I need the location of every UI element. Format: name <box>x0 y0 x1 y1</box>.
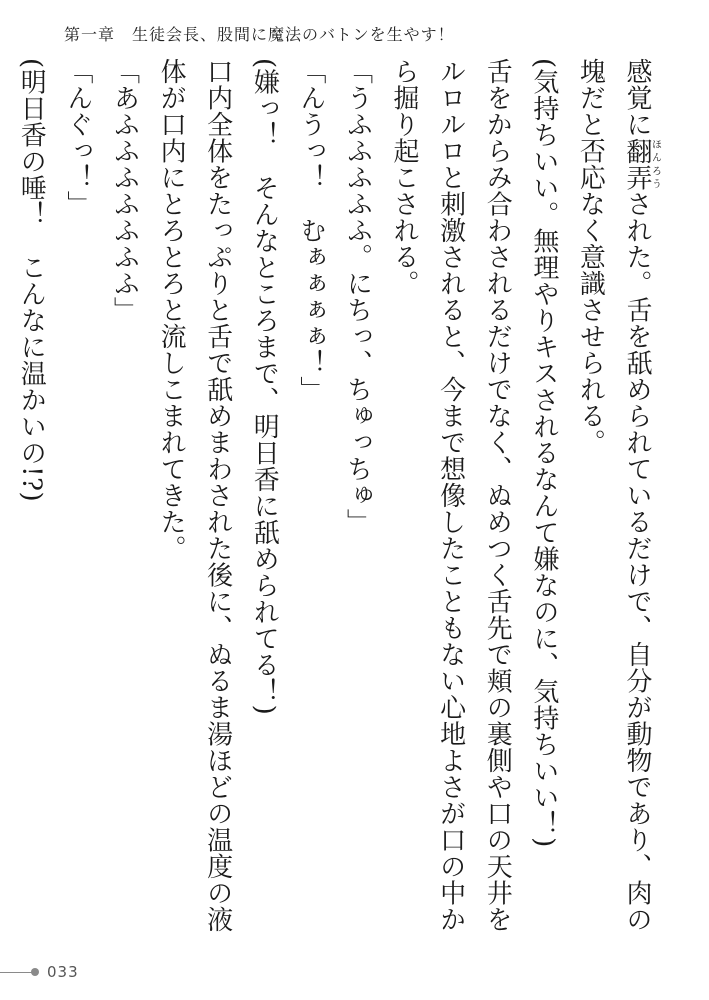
footer-dot-icon <box>31 968 39 976</box>
footer-rule <box>0 972 32 973</box>
paragraph-4: 「うふふふふふ。にちっ、ちゅっちゅ」 <box>342 58 373 535</box>
paragraph-10: (明日香の唾！ こんなに温かいの!?) <box>16 58 47 503</box>
paragraph-9: 「んぐっ！」 <box>62 58 93 217</box>
ruby-annotation <box>622 137 661 191</box>
page-footer <box>0 962 79 982</box>
paragraph-1 <box>567 58 660 948</box>
paragraph-6: (嫌っ！ そんなところまで、明日香に舐められてる！) <box>249 58 280 716</box>
paragraph-1-rest: された。舌を舐められているだけで、自分が動物であり、肉の塊だと否応なく意識させられる。 <box>575 58 652 933</box>
paragraph-3: 舌をからみ合わされるだけでなく、ぬめつく舌先で頬の裏側や口の天井をルロルロと刺激されると、今まで想像したこともない心地よさが口の中から掘り起こされる。 <box>389 58 513 933</box>
paragraph-2: (気持ちいい。無理やりキスされるなんて嫌なのに、気持ちいい！) <box>528 58 559 848</box>
paragraph-7: 口内全体をたっぷりと舌で舐めまわされた後に、ぬるま湯ほどの温度の液体が口内にとろとろと流しこまれてきた。 <box>156 58 233 933</box>
paragraph-5: 「んうっ！ むぁぁぁぁ！」 <box>295 58 326 403</box>
page-number: 033 <box>47 963 79 981</box>
paragraph-11 <box>0 58 8 948</box>
ruby-reading: ほんろう <box>649 137 661 191</box>
body-text <box>16 58 661 948</box>
paragraph-8: 「あふふふふふふふ」 <box>109 58 140 323</box>
paragraph-1-start: 感覚に <box>622 58 652 138</box>
running-head: 第一章 生徒会長、股間に魔法のバトンを生やす！ <box>64 25 455 44</box>
ruby-base: 翻弄 <box>622 137 652 191</box>
